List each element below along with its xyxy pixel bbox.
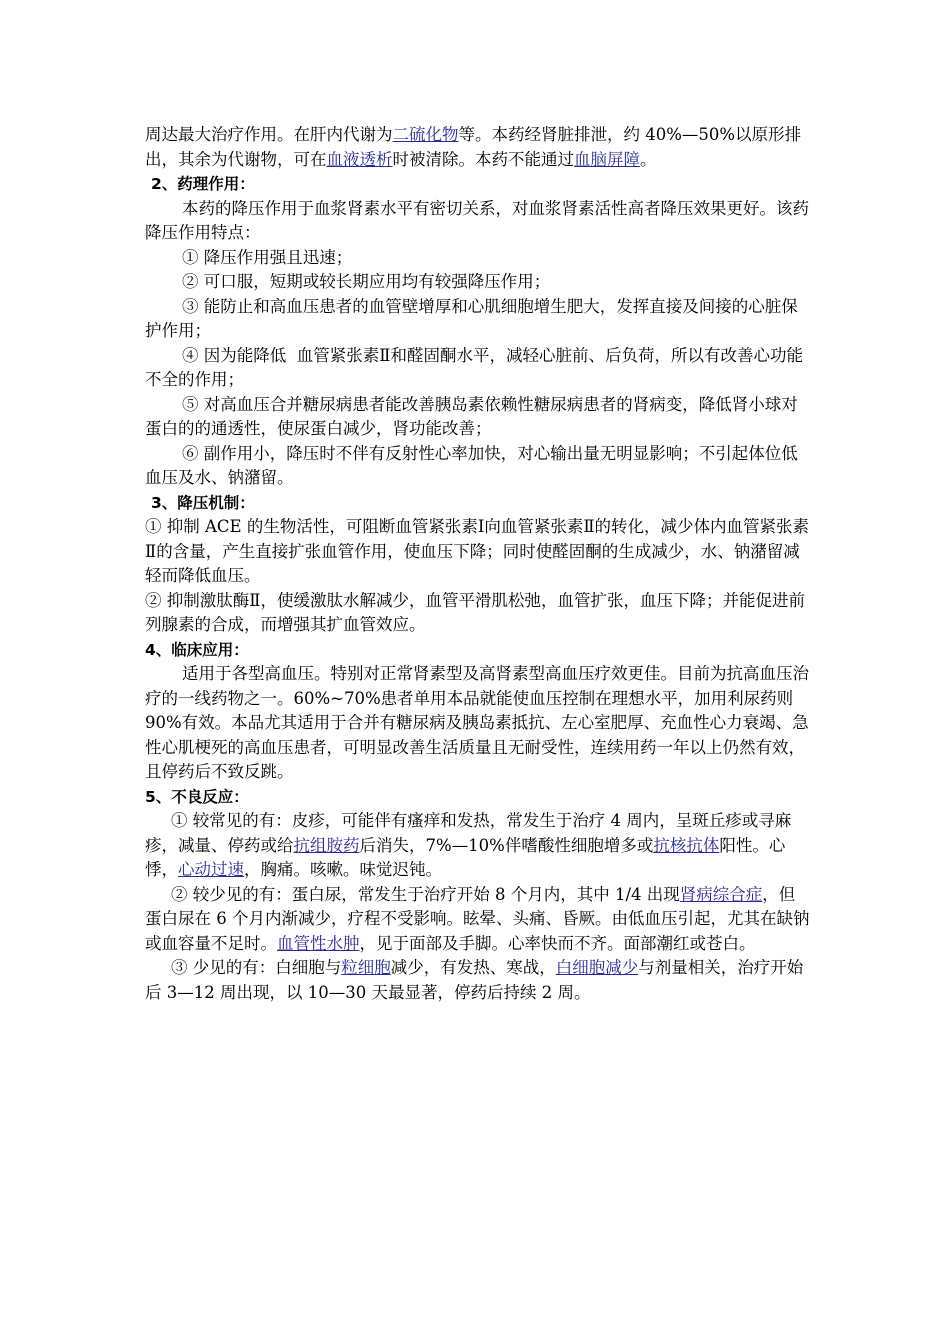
adverse-common <box>145 809 810 883</box>
link-granulocyte[interactable]: 粒细胞 <box>341 958 391 977</box>
adverse-rare <box>145 956 810 1005</box>
adverse-common-text-1: ① 较常见的有：皮疹，可能伴有瘙痒和发热，常发生于治疗 4 周内，呈斑丘疹或寻麻疹，减量、停药或给 <box>145 811 792 855</box>
mechanism-item-1: ① 抑制 ACE 的生物活性，可阻断血管紧张素Ⅰ向血管紧张素Ⅱ的转化，减少体内血管紧张素Ⅱ的含量，产生直接扩张血管作用，使血压下降；同时使醛固酮的生成减少，水、钠潴留减轻而降低血压。 <box>145 517 810 585</box>
adverse-less-common-text-2: ，但蛋白尿在 6 个月内渐减少，疗程不受影响。眩晕、头痛、昏厥。由低血压引起，尤其在缺钠或血容量不足时。 <box>145 884 810 953</box>
link-antinuclear-antibody[interactable]: 抗核抗体 <box>653 835 720 855</box>
adverse-common-text-4: ，胸痛。咳嗽。味觉迟钝。 <box>244 860 442 879</box>
adverse-rare-text-2: 减少，有发热、寒战， <box>390 958 556 977</box>
adverse-less-common-text-3: ，见于面部及手脚。心率快而不齐。面部潮红或苍白。 <box>359 933 756 953</box>
intro-paragraph <box>145 123 810 172</box>
link-tachycardia[interactable]: 心动过速 <box>178 860 244 879</box>
link-blood-brain-barrier[interactable]: 血脑屏障 <box>574 149 640 169</box>
pharmacology-item-3: ③ 能防止和高血压患者的血管壁增厚和心肌细胞增生肥大，发挥直接及间接的心脏保护作用； <box>145 296 798 340</box>
adverse-common-text-3: 阳性。心悸， <box>145 835 786 879</box>
clinical-use-paragraph: 适用于各型高血压。特别对正常肾素型及高肾素型高血压疗效更佳。目前为抗高血压治疗的一线药物之一。60%~70%患者单用本品就能使血压控制在理想水平，加用利尿药则 90%有效。本品尤其适用于合并有糖尿病及胰岛素抵抗、左心室肥厚、充血性心力衰竭、急性心肌梗死的高血压患者，可明显改善生活质量且无耐受性，连续用药一年以上仍然有效，且停药后不致反跳。 <box>145 664 809 781</box>
document-page <box>145 123 810 1005</box>
heading-adverse-reactions: 5、不良反应： <box>145 787 249 806</box>
intro-text-3: 时被清除。本药不能通过 <box>392 149 574 169</box>
pharmacology-item-6: ⑥ 副作用小，降压时不伴有反射性心率加快，对心输出量无明显影响；不引起体位低血压及水、钠潴留。 <box>145 443 798 487</box>
link-antihistamine[interactable]: 抗组胺药 <box>293 835 360 855</box>
intro-text-1: 周达最大治疗作用。在肝内代谢为 <box>145 125 393 144</box>
mechanism-item-2: ② 抑制激肽酶Ⅱ，使缓激肽水解减少，血管平滑肌松弛，血管扩张，血压下降；并能促进前列腺素的合成，而增强其扩血管效应。 <box>145 590 805 634</box>
adverse-less-common-text-1: ② 较少见的有：蛋白尿，常发生于治疗开始 8 个月内，其中 1/4 出现 <box>171 884 680 904</box>
heading-clinical-use: 4、临床应用： <box>145 640 249 659</box>
intro-text-4: 。 <box>640 149 657 169</box>
pharmacology-item-4: ④ 因为能降低 血管紧张素Ⅱ和醛固酮水平，减轻心脏前、后负荷，所以有改善心功能不全的作用； <box>145 345 803 389</box>
adverse-rare-text-3: 与剂量相关，治疗开始后 3—12 周出现，以 10—30 天最显著，停药后持续 2 周。 <box>145 958 804 1002</box>
link-hemodialysis[interactable]: 血液透析 <box>326 149 393 169</box>
link-disulfide[interactable]: 二硫化物 <box>392 125 459 144</box>
adverse-rare-text-1: ③ 少见的有：白细胞与 <box>171 958 342 977</box>
adverse-common-text-2: 后消失，7%—10%伴嗜酸性细胞增多或 <box>359 835 654 855</box>
pharmacology-item-1: ① 降压作用强且迅速； <box>182 247 353 267</box>
intro-text-2: 等。本药经肾脏排泄，约 40%—50%以原形排出，其余为代谢物，可在 <box>145 125 802 169</box>
link-angioedema[interactable]: 血管性水肿 <box>277 933 360 953</box>
link-nephrotic-syndrome[interactable]: 肾病综合症 <box>679 884 763 904</box>
pharmacology-item-5: ⑤ 对高血压合并糖尿病患者能改善胰岛素依赖性糖尿病患者的肾病变，降低肾小球对蛋白的的通透性，使尿蛋白减少，肾功能改善； <box>145 394 798 438</box>
pharmacology-item-2: ② 可口服，短期或较长期应用均有较强降压作用； <box>182 272 551 291</box>
pharmacology-intro: 本药的降压作用于血浆肾素水平有密切关系，对血浆肾素活性高者降压效果更好。该药降压作用特点： <box>145 198 809 242</box>
link-leukopenia[interactable]: 白细胞减少 <box>555 958 639 977</box>
adverse-less-common <box>145 883 810 957</box>
heading-mechanism: 3、降压机制： <box>151 493 255 512</box>
heading-pharmacology: 2、药理作用： <box>151 175 255 193</box>
